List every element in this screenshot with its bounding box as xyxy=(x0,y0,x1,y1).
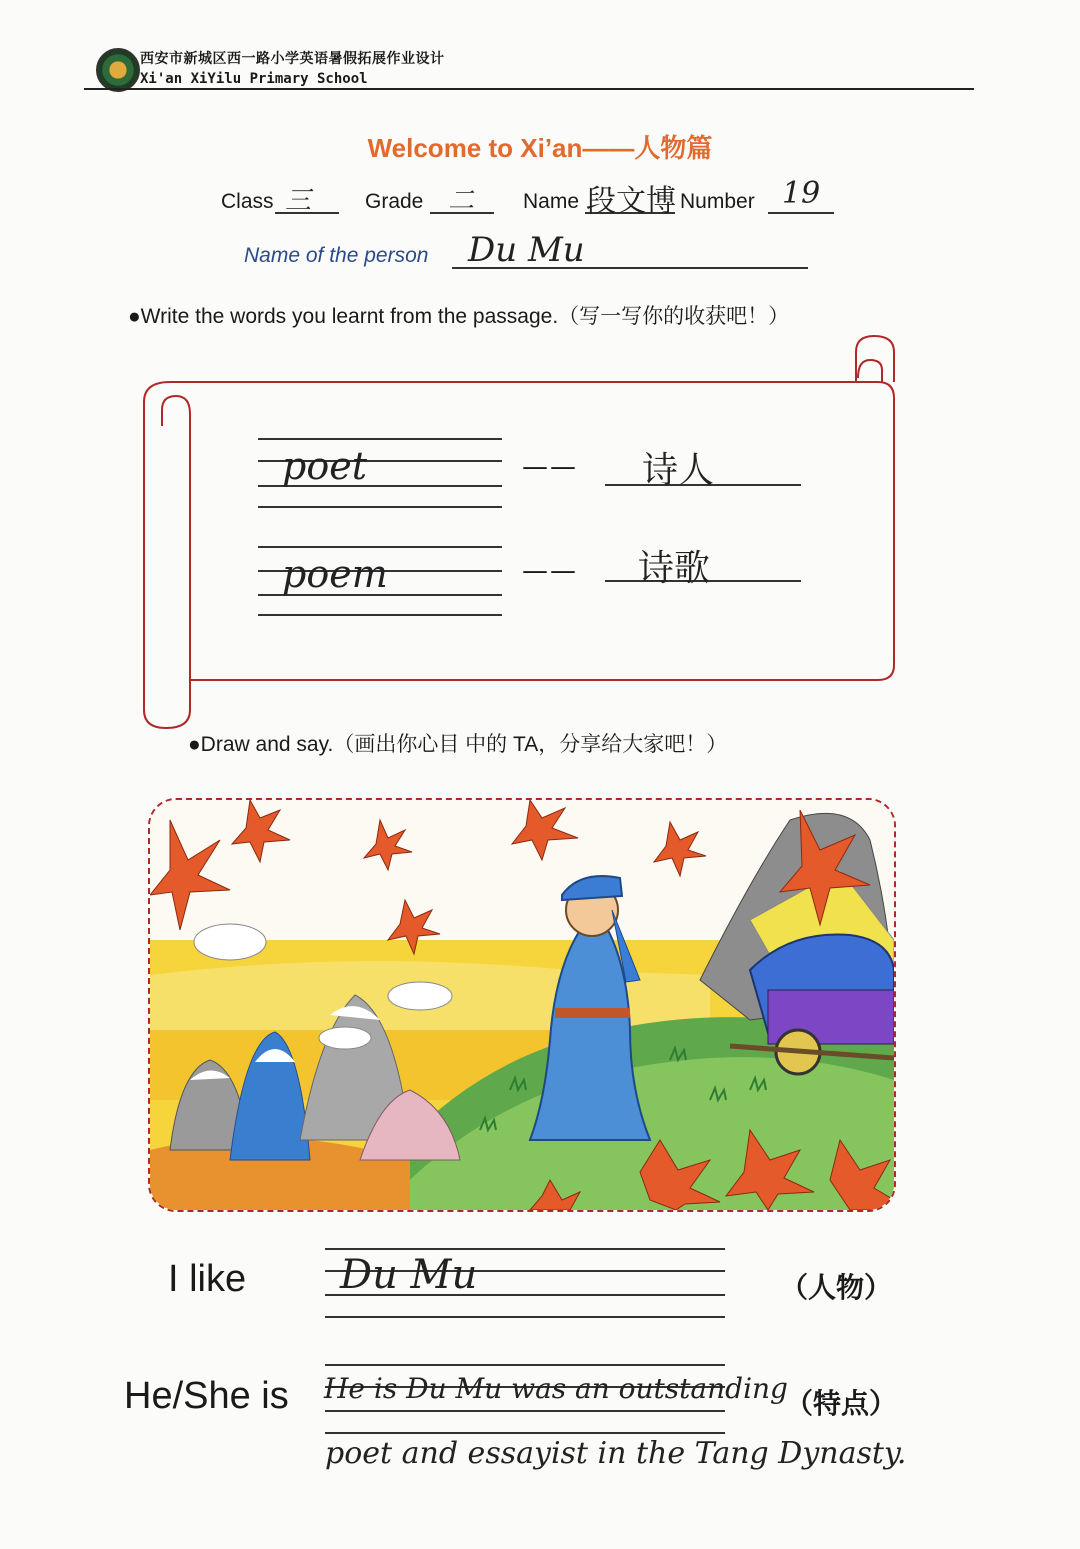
drawing-area[interactable] xyxy=(148,798,896,1212)
scroll-frame xyxy=(138,330,900,734)
writing-line xyxy=(325,1316,725,1318)
he-she-is-answer-line1[interactable]: He is Du Mu was an outstanding xyxy=(324,1372,788,1405)
word-en-1[interactable]: poet xyxy=(282,444,367,488)
writing-line xyxy=(325,1410,725,1412)
header-divider xyxy=(84,88,974,90)
name-value[interactable]: 段文博 xyxy=(586,184,676,219)
school-name-en: Xi'an XiYilu Primary School xyxy=(140,71,368,87)
he-she-is-note: （特点） xyxy=(785,1387,898,1420)
i-like-note: （人物） xyxy=(780,1271,893,1304)
person-value[interactable]: Du Mu xyxy=(468,230,585,270)
grade-label: Grade xyxy=(365,190,424,213)
class-value[interactable]: 三 xyxy=(285,186,312,216)
worksheet-title: Welcome to Xi’an——人物篇 xyxy=(367,133,713,163)
i-like-label: I like xyxy=(168,1258,247,1300)
section1-instruction: ●Write the words you learnt from the passage.（写一写你的收获吧！） xyxy=(128,305,790,328)
grade-value[interactable]: 二 xyxy=(448,186,475,216)
school-name-cn: 西安市新城区西一路小学英语暑假拓展作业设计 xyxy=(140,51,445,67)
class-label: Class xyxy=(221,190,274,213)
number-label: Number xyxy=(680,190,755,213)
person-label: Name of the person xyxy=(244,244,429,267)
school-logo xyxy=(96,48,140,92)
scroll-left-roll xyxy=(144,382,190,728)
word-en-2[interactable]: poem xyxy=(282,552,388,596)
scroll-top-curl xyxy=(856,336,894,382)
name-label: Name xyxy=(523,190,580,213)
he-she-is-label: He/She is xyxy=(124,1375,289,1417)
du-mu-drawing xyxy=(150,800,894,1210)
scroll-top-curl-inner xyxy=(858,360,882,382)
writing-line xyxy=(258,546,502,548)
word-dash-1: —— xyxy=(522,452,578,482)
section2-instruction: ●Draw and say.（画出你心目 中的 TA，分享给大家吧！） xyxy=(188,733,728,756)
writing-line xyxy=(258,438,502,440)
number-value[interactable]: 19 xyxy=(782,176,821,211)
writing-line xyxy=(325,1248,725,1250)
writing-line xyxy=(258,614,502,616)
writing-line xyxy=(258,506,502,508)
scroll-body xyxy=(170,382,894,680)
he-she-is-answer-line2[interactable]: poet and essayist in the Tang Dynasty. xyxy=(325,1436,907,1471)
writing-line xyxy=(325,1432,725,1434)
word-cn-1[interactable]: 诗人 xyxy=(642,450,715,491)
writing-line xyxy=(325,1364,725,1366)
i-like-answer[interactable]: Du Mu xyxy=(340,1252,478,1298)
word-cn-2[interactable]: 诗歌 xyxy=(638,548,711,589)
word-dash-2: —— xyxy=(522,556,578,586)
